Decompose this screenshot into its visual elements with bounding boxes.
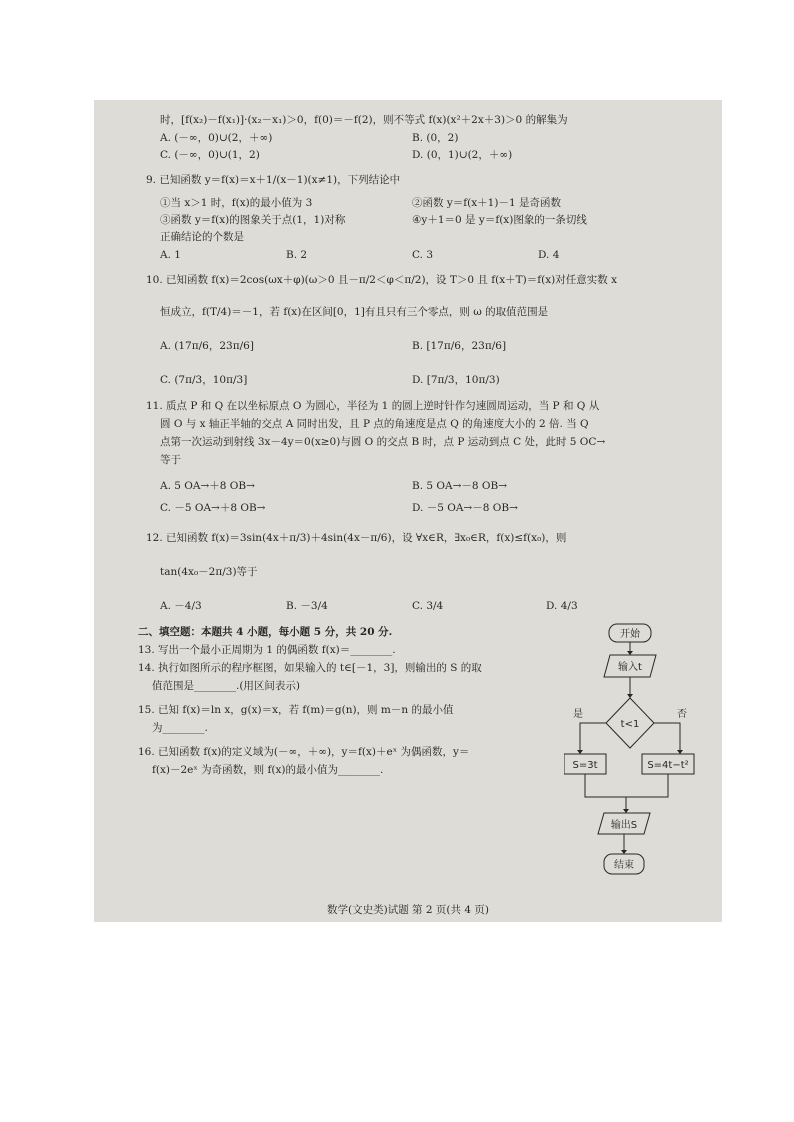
q12-stem-2: tan(4x₀－2π/3)等于	[160, 566, 258, 578]
q9-option-d: D. 4	[538, 249, 560, 261]
q13-text: 13. 写出一个最小正周期为 1 的偶函数 f(x)＝________.	[138, 644, 396, 656]
q12-option-b: B. －3/4	[286, 600, 328, 612]
q11-option-c: C. －5 OA→＋8 OB→	[160, 502, 266, 514]
q9-option-b: B. 2	[286, 249, 308, 261]
q16-line-1: 16. 已知函数 f(x)的定义域为(－∞，＋∞)，y＝f(x)＋eˣ 为偶函数，y＝	[138, 746, 470, 758]
flow-no-process-label: S=4t−t²	[647, 760, 689, 771]
q11-option-a: A. 5 OA→＋8 OB→	[160, 480, 255, 492]
q8-option-b: B. (0，2)	[412, 132, 459, 144]
q12-option-a: A. －4/3	[160, 600, 202, 612]
q8-option-d: D. (0，1)∪(2，＋∞)	[412, 149, 513, 161]
q9-statement-1: ①当 x＞1 时，f(x)的最小值为 3	[160, 197, 313, 209]
q9-ask: 正确结论的个数是	[160, 231, 244, 243]
q11-line-4: 等于	[160, 454, 181, 466]
q12-stem: 12. 已知函数 f(x)＝3sin(4x＋π/3)＋4sin(4x－π/6)，设 ∀x∈R，∃x₀∈R，f(x)≤f(x₀)，则	[146, 532, 567, 544]
q11-option-d: D. －5 OA→－8 OB→	[412, 502, 518, 514]
q14-line-2: 值范围是________.(用区间表示)	[152, 680, 301, 692]
q8-option-a: A. (－∞，0)∪(2，＋∞)	[160, 132, 273, 144]
q9-option-c: C. 3	[412, 249, 434, 261]
q9-stem: 9. 已知函数 y＝f(x)＝x＋1/(x－1)(x≠1)，下列结论中	[146, 174, 401, 186]
q11-line-1: 11. 质点 P 和 Q 在以坐标原点 O 为圆心，半径为 1 的圆上逆时针作匀速圆周运动，当 P 和 Q 从	[146, 400, 600, 412]
flow-start-label: 开始	[620, 629, 640, 640]
q10-option-b: B. [17π/6，23π/6]	[412, 340, 507, 352]
program-flowchart	[564, 620, 714, 880]
q10-option-d: D. [7π/3，10π/3)	[412, 374, 500, 386]
q16-line-2: f(x)－2eˣ 为奇函数，则 f(x)的最小值为________.	[152, 764, 384, 776]
q9-option-a: A. 1	[160, 249, 181, 261]
q8-line: 时，[f(x₂)－f(x₁)]·(x₂－x₁)＞0，f(0)＝－f(2)，则不等式 f(x)(x²＋2x＋3)＞0 的解集为	[160, 114, 568, 126]
section-title-fill-in: 二、填空题：本题共 4 小题，每小题 5 分，共 20 分.	[138, 626, 393, 638]
q10-option-a: A. (17π/6，23π/6]	[160, 340, 254, 352]
exam-page	[94, 100, 722, 922]
q15-line-1: 15. 已知 f(x)＝ln x，g(x)＝x，若 f(m)＝g(n)，则 m－n 的最小值	[138, 704, 454, 716]
q14-line-1: 14. 执行如图所示的程序框图，如果输入的 t∈[－1，3]，则输出的 S 的取	[138, 662, 482, 674]
q9-statement-4: ④y＋1＝0 是 y＝f(x)图象的一条切线	[412, 214, 587, 226]
q8-option-c: C. (－∞，0)∪(1，2)	[160, 149, 260, 161]
flow-end-label: 结束	[614, 860, 634, 871]
q10-option-c: C. (7π/3，10π/3]	[160, 374, 248, 386]
flow-yes-process-label: S=3t	[572, 760, 598, 771]
flow-yes-label: 是	[573, 709, 583, 720]
q9-statement-2: ②函数 y＝f(x＋1)－1 是奇函数	[412, 197, 561, 209]
q11-line-3: 点第一次运动到射线 3x－4y＝0(x≥0)与圆 O 的交点 B 时，点 P 运动到点 C 处，此时 5 OC→	[160, 436, 606, 448]
q10-stem: 10. 已知函数 f(x)＝2cos(ωx＋φ)(ω＞0 且－π/2＜φ＜π/2)，设 T＞0 且 f(x＋T)＝f(x)对任意实数 x	[146, 274, 617, 286]
q11-line-2: 圆 O 与 x 轴正半轴的交点 A 同时出发，且 P 点的角速度是点 Q 的角速度大小的 2 倍. 当 Q	[160, 418, 589, 430]
q15-line-2: 为________.	[152, 722, 208, 734]
q10-stem-2: 恒成立，f(T/4)＝－1，若 f(x)在区间[0，1]有且只有三个零点，则 ω 的取值范围是	[160, 306, 549, 318]
flow-output-label: 输出S	[610, 820, 638, 831]
q11-option-b: B. 5 OA→－8 OB→	[412, 480, 508, 492]
flow-no-label: 否	[677, 709, 687, 720]
flow-condition-label: t<1	[620, 719, 640, 730]
page-footer: 数学(文史类)试题 第 2 页(共 4 页)	[327, 904, 489, 916]
flow-input-label: 输入t	[618, 662, 642, 673]
q12-option-c: C. 3/4	[412, 600, 444, 612]
q12-option-d: D. 4/3	[546, 600, 578, 612]
q9-statement-3: ③函数 y＝f(x)的图象关于点(1，1)对称	[160, 214, 346, 226]
